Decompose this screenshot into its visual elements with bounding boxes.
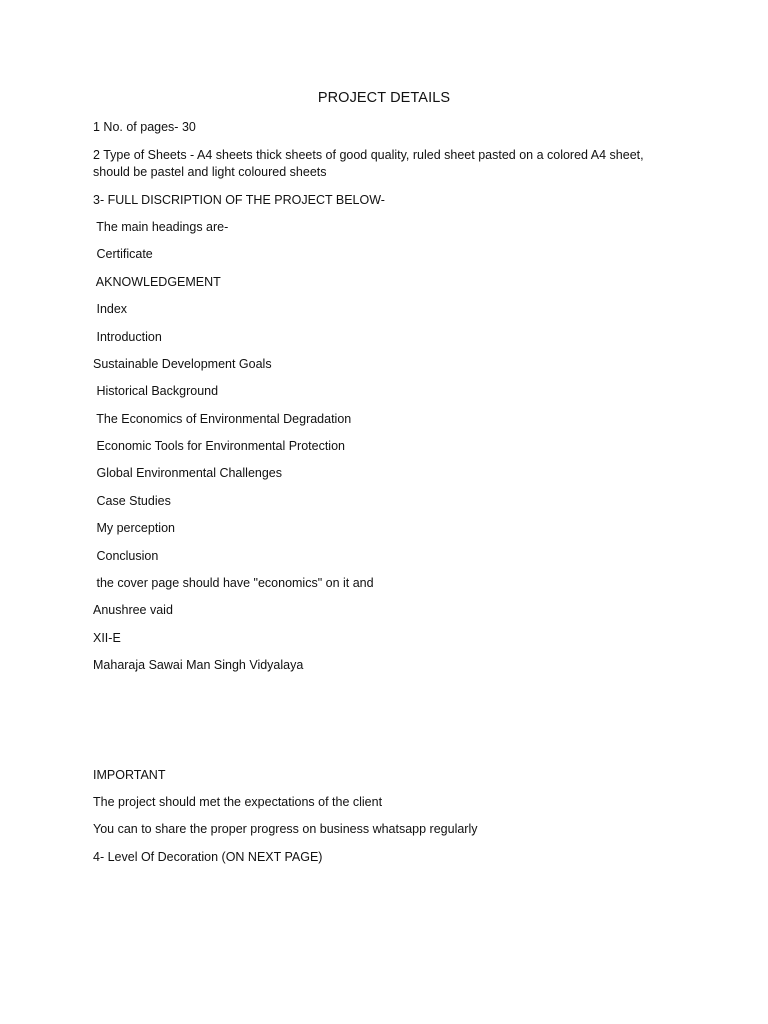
important-note: You can to share the proper progress on business whatsapp regularly xyxy=(93,822,478,836)
headings-intro: The main headings are- xyxy=(93,220,229,234)
decoration-line: 4- Level Of Decoration (ON NEXT PAGE) xyxy=(93,850,323,864)
heading-item: The Economics of Environmental Degradation xyxy=(93,412,352,426)
important-label: IMPORTANT xyxy=(93,768,166,782)
page-title: PROJECT DETAILS xyxy=(317,90,451,106)
pages-line: 1 No. of pages- 30 xyxy=(93,120,196,134)
heading-item: My perception xyxy=(93,521,175,535)
sheets-line: 2 Type of Sheets - A4 sheets thick sheets of good quality, ruled sheet pasted on a colored A4 sheet, should be pastel and light coloured sheets xyxy=(93,148,644,179)
heading-item: Global Environmental Challenges xyxy=(93,466,282,480)
cover-note: the cover page should have "economics" on it and xyxy=(93,576,374,590)
student-class: XII-E xyxy=(93,631,121,645)
heading-item: Introduction xyxy=(93,330,162,344)
heading-item: AKNOWLEDGEMENT xyxy=(93,275,221,289)
heading-item: Conclusion xyxy=(93,549,159,563)
student-name: Anushree vaid xyxy=(93,603,173,617)
important-note: The project should met the expectations of the client xyxy=(93,795,383,809)
heading-item: Index xyxy=(93,302,128,316)
school-name: Maharaja Sawai Man Singh Vidyalaya xyxy=(93,658,304,672)
heading-item: Certificate xyxy=(93,247,153,261)
heading-item: Case Studies xyxy=(93,494,171,508)
heading-item: Historical Background xyxy=(93,384,219,398)
heading-item: Economic Tools for Environmental Protection xyxy=(93,439,345,453)
description-line: 3- FULL DISCRIPTION OF THE PROJECT BELOW- xyxy=(93,193,385,207)
heading-item: Sustainable Development Goals xyxy=(93,357,272,371)
